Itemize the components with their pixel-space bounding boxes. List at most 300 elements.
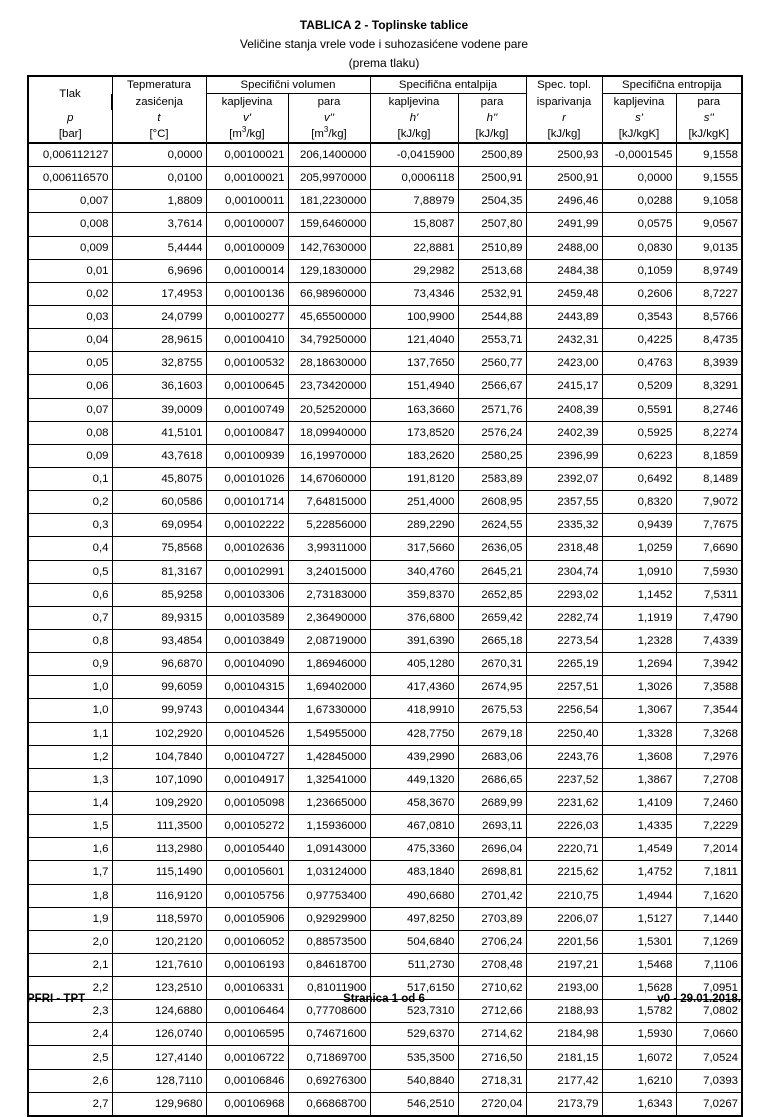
table-cell: 104,7840 bbox=[112, 745, 206, 768]
table-cell: 73,4346 bbox=[370, 282, 458, 305]
table-cell: 0,00100009 bbox=[206, 236, 288, 259]
symbol-v1: v' bbox=[206, 110, 288, 126]
table-row bbox=[28, 236, 742, 259]
table-cell: 2560,77 bbox=[458, 352, 526, 375]
symbol-p: p bbox=[28, 110, 112, 126]
table-cell: 439,2990 bbox=[370, 745, 458, 768]
table-cell: 0,006112127 bbox=[28, 143, 112, 167]
table-cell: 0,0000 bbox=[112, 143, 206, 167]
table-cell: 1,0 bbox=[28, 699, 112, 722]
table-cell: 2197,21 bbox=[526, 953, 602, 976]
table-cell: 173,8520 bbox=[370, 421, 458, 444]
table-cell: 497,8250 bbox=[370, 907, 458, 930]
table-cell: 0,00105601 bbox=[206, 861, 288, 884]
table-cell: 540,8840 bbox=[370, 1069, 458, 1092]
table-cell: 60,0586 bbox=[112, 491, 206, 514]
table-cell: 0,97753400 bbox=[288, 884, 370, 907]
footer-page-number: Stranica 1 od 6 bbox=[343, 993, 425, 1005]
table-cell: 0,9 bbox=[28, 653, 112, 676]
table-cell: 0,0288 bbox=[602, 190, 676, 213]
table-cell: 16,19970000 bbox=[288, 444, 370, 467]
table-cell: 2,08719000 bbox=[288, 629, 370, 652]
table-cell: 0,4225 bbox=[602, 329, 676, 352]
table-cell: 7,0660 bbox=[676, 1023, 742, 1046]
table-cell: 81,3167 bbox=[112, 560, 206, 583]
table-cell: 0,06 bbox=[28, 375, 112, 398]
unit-v2-prefix: [m bbox=[311, 128, 324, 140]
table-cell: 7,0802 bbox=[676, 1000, 742, 1023]
table-cell: 1,4335 bbox=[602, 815, 676, 838]
steam-table bbox=[27, 75, 743, 1117]
table-cell: 115,1490 bbox=[112, 861, 206, 884]
symbol-h2: h'' bbox=[458, 110, 526, 126]
table-row bbox=[28, 190, 742, 213]
unit-t: [°C] bbox=[112, 126, 206, 143]
table-cell: 9,0135 bbox=[676, 236, 742, 259]
table-cell: 2,5 bbox=[28, 1046, 112, 1069]
table-cell: 7,1811 bbox=[676, 861, 742, 884]
table-cell: 0,6492 bbox=[602, 467, 676, 490]
table-cell: 129,9680 bbox=[112, 1092, 206, 1116]
table-cell: 1,6072 bbox=[602, 1046, 676, 1069]
table-cell: 121,7610 bbox=[112, 953, 206, 976]
table-cell: 5,22856000 bbox=[288, 514, 370, 537]
table-cell: 0,00105906 bbox=[206, 907, 288, 930]
table-cell: 1,4752 bbox=[602, 861, 676, 884]
table-row bbox=[28, 305, 742, 328]
table-cell: 0,5 bbox=[28, 560, 112, 583]
table-cell: 0,5925 bbox=[602, 421, 676, 444]
table-cell: 2257,51 bbox=[526, 676, 602, 699]
table-cell: 1,5782 bbox=[602, 1000, 676, 1023]
symbol-r: r bbox=[526, 110, 602, 126]
table-cell: 8,1859 bbox=[676, 444, 742, 467]
table-cell: 2484,38 bbox=[526, 259, 602, 282]
table-cell: 1,3 bbox=[28, 768, 112, 791]
table-cell: 2670,31 bbox=[458, 653, 526, 676]
table-cell: 0,00102991 bbox=[206, 560, 288, 583]
table-cell: 0,00106968 bbox=[206, 1092, 288, 1116]
table-row bbox=[28, 629, 742, 652]
table-cell: 128,7110 bbox=[112, 1069, 206, 1092]
table-cell: 7,88979 bbox=[370, 190, 458, 213]
table-cell: 163,3660 bbox=[370, 398, 458, 421]
table-cell: 2237,52 bbox=[526, 768, 602, 791]
table-cell: 2488,00 bbox=[526, 236, 602, 259]
table-cell: 8,2274 bbox=[676, 421, 742, 444]
table-cell: 9,1555 bbox=[676, 167, 742, 190]
table-cell: 2293,02 bbox=[526, 583, 602, 606]
table-cell: 1,3067 bbox=[602, 699, 676, 722]
table-cell: 1,4549 bbox=[602, 838, 676, 861]
table-cell: 1,5 bbox=[28, 815, 112, 838]
table-cell: 0,00105756 bbox=[206, 884, 288, 907]
header-specificna-entropija: Specifična entropija bbox=[602, 76, 742, 94]
table-cell: 102,2920 bbox=[112, 722, 206, 745]
table-cell: 490,6680 bbox=[370, 884, 458, 907]
table-cell: 2576,24 bbox=[458, 421, 526, 444]
table-cell: 111,3500 bbox=[112, 815, 206, 838]
table-cell: 405,1280 bbox=[370, 653, 458, 676]
table-row bbox=[28, 398, 742, 421]
unit-s2: [kJ/kgK] bbox=[676, 126, 742, 143]
table-cell: 0,0575 bbox=[602, 213, 676, 236]
table-cell: 2335,32 bbox=[526, 514, 602, 537]
table-cell: 2206,07 bbox=[526, 907, 602, 930]
table-cell: -0,0001545 bbox=[602, 143, 676, 167]
table-cell: 0,00106193 bbox=[206, 953, 288, 976]
table-row bbox=[28, 699, 742, 722]
table-cell: 8,1489 bbox=[676, 467, 742, 490]
table-cell: 359,8370 bbox=[370, 583, 458, 606]
table-cell: 2718,31 bbox=[458, 1069, 526, 1092]
table-cell: 0,04 bbox=[28, 329, 112, 352]
subheader-entropija-para: para bbox=[676, 94, 742, 111]
table-cell: 0,00100939 bbox=[206, 444, 288, 467]
table-cell: 28,9615 bbox=[112, 329, 206, 352]
table-cell: 18,09940000 bbox=[288, 421, 370, 444]
table-cell: 0,00103849 bbox=[206, 629, 288, 652]
table-cell: 2220,71 bbox=[526, 838, 602, 861]
document-title bbox=[0, 16, 768, 73]
subheader-volumen-kapljevina: kapljevina bbox=[206, 94, 288, 111]
table-cell: 7,1620 bbox=[676, 884, 742, 907]
table-cell: 467,0810 bbox=[370, 815, 458, 838]
table-cell: 0,009 bbox=[28, 236, 112, 259]
table-cell: 1,5930 bbox=[602, 1023, 676, 1046]
table-cell: 0,00104917 bbox=[206, 768, 288, 791]
table-cell: 2173,79 bbox=[526, 1092, 602, 1116]
table-cell: 2181,15 bbox=[526, 1046, 602, 1069]
table-cell: 0,006116570 bbox=[28, 167, 112, 190]
table-cell: 1,2694 bbox=[602, 653, 676, 676]
table-cell: 0,00101714 bbox=[206, 491, 288, 514]
table-cell: 2392,07 bbox=[526, 467, 602, 490]
table-cell: 183,2620 bbox=[370, 444, 458, 467]
table-cell: 2408,39 bbox=[526, 398, 602, 421]
table-cell: 0,00102636 bbox=[206, 537, 288, 560]
table-row bbox=[28, 421, 742, 444]
table-cell: 113,2980 bbox=[112, 838, 206, 861]
table-cell: 191,8120 bbox=[370, 467, 458, 490]
table-cell: 0,00106846 bbox=[206, 1069, 288, 1092]
table-cell: 2,1 bbox=[28, 953, 112, 976]
table-cell: 1,7 bbox=[28, 861, 112, 884]
table-cell: 0,00106722 bbox=[206, 1046, 288, 1069]
table-subtitle-basis: (prema tlaku) bbox=[348, 56, 420, 70]
table-cell: 7,3588 bbox=[676, 676, 742, 699]
table-cell: 523,7310 bbox=[370, 1000, 458, 1023]
table-cell: 483,1840 bbox=[370, 861, 458, 884]
table-cell: 0,00100021 bbox=[206, 143, 288, 167]
table-cell: 7,64815000 bbox=[288, 491, 370, 514]
table-cell: 2710,62 bbox=[458, 977, 526, 1000]
table-cell: 2500,91 bbox=[458, 167, 526, 190]
table-cell: 0,00100007 bbox=[206, 213, 288, 236]
table-row bbox=[28, 722, 742, 745]
table-cell: 39,0009 bbox=[112, 398, 206, 421]
subheader-entalpija-para: para bbox=[458, 94, 526, 111]
table-cell: 2689,99 bbox=[458, 791, 526, 814]
table-cell: 2510,89 bbox=[458, 236, 526, 259]
table-cell: 127,4140 bbox=[112, 1046, 206, 1069]
table-cell: 69,0954 bbox=[112, 514, 206, 537]
table-cell: 2693,11 bbox=[458, 815, 526, 838]
table-cell: 1,3328 bbox=[602, 722, 676, 745]
table-row bbox=[28, 768, 742, 791]
table-cell: 2674,95 bbox=[458, 676, 526, 699]
table-row bbox=[28, 329, 742, 352]
table-cell: 1,03124000 bbox=[288, 861, 370, 884]
table-cell: 0,6223 bbox=[602, 444, 676, 467]
table-cell: 29,2982 bbox=[370, 259, 458, 282]
table-cell: 89,9315 bbox=[112, 606, 206, 629]
table-cell: 2304,74 bbox=[526, 560, 602, 583]
table-cell: 2318,48 bbox=[526, 537, 602, 560]
table-cell: 0,66868700 bbox=[288, 1092, 370, 1116]
table-cell: 1,15936000 bbox=[288, 815, 370, 838]
table-cell: 7,2229 bbox=[676, 815, 742, 838]
symbol-s2: s'' bbox=[676, 110, 742, 126]
table-cell: 109,2920 bbox=[112, 791, 206, 814]
table-cell: 0,00103306 bbox=[206, 583, 288, 606]
table-cell: 8,3939 bbox=[676, 352, 742, 375]
table-cell: 7,4790 bbox=[676, 606, 742, 629]
table-cell: 0,00100749 bbox=[206, 398, 288, 421]
table-cell: 0,00100021 bbox=[206, 167, 288, 190]
table-cell: 289,2290 bbox=[370, 514, 458, 537]
table-cell: 2396,99 bbox=[526, 444, 602, 467]
table-cell: 0,1059 bbox=[602, 259, 676, 282]
table-row bbox=[28, 167, 742, 190]
table-cell: 159,6460000 bbox=[288, 213, 370, 236]
table-cell: 546,2510 bbox=[370, 1092, 458, 1116]
table-cell: 14,67060000 bbox=[288, 467, 370, 490]
table-cell: 15,8087 bbox=[370, 213, 458, 236]
table-row bbox=[28, 953, 742, 976]
table-row bbox=[28, 1092, 742, 1116]
table-cell: 0,88573500 bbox=[288, 930, 370, 953]
table-cell: 8,2746 bbox=[676, 398, 742, 421]
table-cell: 129,1830000 bbox=[288, 259, 370, 282]
table-cell: 2583,89 bbox=[458, 467, 526, 490]
table-cell: 2679,18 bbox=[458, 722, 526, 745]
table-cell: 96,6870 bbox=[112, 653, 206, 676]
table-cell: 1,5628 bbox=[602, 977, 676, 1000]
table-cell: 107,1090 bbox=[112, 768, 206, 791]
table-cell: 2571,76 bbox=[458, 398, 526, 421]
table-cell: 2553,71 bbox=[458, 329, 526, 352]
table-cell: 124,6880 bbox=[112, 1000, 206, 1023]
table-cell: 511,2730 bbox=[370, 953, 458, 976]
table-cell: 0,07 bbox=[28, 398, 112, 421]
table-cell: 0,74671600 bbox=[288, 1023, 370, 1046]
table-cell: 0,007 bbox=[28, 190, 112, 213]
table-cell: 0,0830 bbox=[602, 236, 676, 259]
table-cell: 0,02 bbox=[28, 282, 112, 305]
table-cell: 317,5660 bbox=[370, 537, 458, 560]
table-cell: 7,9072 bbox=[676, 491, 742, 514]
table-cell: 3,99311000 bbox=[288, 537, 370, 560]
table-cell: 0,8320 bbox=[602, 491, 676, 514]
table-cell: 8,7227 bbox=[676, 282, 742, 305]
table-cell: 75,8568 bbox=[112, 537, 206, 560]
table-cell: 2659,42 bbox=[458, 606, 526, 629]
table-cell: 0,008 bbox=[28, 213, 112, 236]
table-cell: 0,00106464 bbox=[206, 1000, 288, 1023]
table-cell: 8,9749 bbox=[676, 259, 742, 282]
table-cell: 0,00104344 bbox=[206, 699, 288, 722]
table-cell: 2645,21 bbox=[458, 560, 526, 583]
table-cell: 2,4 bbox=[28, 1023, 112, 1046]
table-row bbox=[28, 514, 742, 537]
table-cell: 7,3544 bbox=[676, 699, 742, 722]
table-cell: 2608,95 bbox=[458, 491, 526, 514]
table-cell: 28,18630000 bbox=[288, 352, 370, 375]
table-row bbox=[28, 907, 742, 930]
table-cell: 2243,76 bbox=[526, 745, 602, 768]
table-cell: 2282,74 bbox=[526, 606, 602, 629]
table-cell: 1,5468 bbox=[602, 953, 676, 976]
table-cell: 2720,04 bbox=[458, 1092, 526, 1116]
table-cell: 9,1558 bbox=[676, 143, 742, 167]
table-cell: 9,0567 bbox=[676, 213, 742, 236]
table-cell: 504,6840 bbox=[370, 930, 458, 953]
table-body bbox=[28, 143, 742, 1116]
table-cell: 0,3543 bbox=[602, 305, 676, 328]
table-cell: 0,09 bbox=[28, 444, 112, 467]
table-cell: 0,00100014 bbox=[206, 259, 288, 282]
table-cell: 0,00100410 bbox=[206, 329, 288, 352]
table-cell: 2701,42 bbox=[458, 884, 526, 907]
table-cell: 0,00105272 bbox=[206, 815, 288, 838]
table-cell: 45,8075 bbox=[112, 467, 206, 490]
table-row bbox=[28, 815, 742, 838]
table-row bbox=[28, 1023, 742, 1046]
table-cell: 22,8881 bbox=[370, 236, 458, 259]
unit-v2-exponent: 3 bbox=[323, 126, 329, 135]
table-cell: 2,7 bbox=[28, 1092, 112, 1116]
table-cell: 24,0799 bbox=[112, 305, 206, 328]
table-cell: 7,0393 bbox=[676, 1069, 742, 1092]
table-cell: 6,9696 bbox=[112, 259, 206, 282]
subheader-volumen-para: para bbox=[288, 94, 370, 111]
table-cell: 0,2 bbox=[28, 491, 112, 514]
table-cell: 2,2 bbox=[28, 977, 112, 1000]
table-cell: 2,73183000 bbox=[288, 583, 370, 606]
table-cell: 0,00106595 bbox=[206, 1023, 288, 1046]
table-cell: 137,7650 bbox=[370, 352, 458, 375]
table-cell: 2696,04 bbox=[458, 838, 526, 861]
table-cell: 23,73420000 bbox=[288, 375, 370, 398]
table-cell: 2423,00 bbox=[526, 352, 602, 375]
table-cell: 8,4735 bbox=[676, 329, 742, 352]
table-cell: 2,3 bbox=[28, 1000, 112, 1023]
table-cell: 0,5591 bbox=[602, 398, 676, 421]
table-cell: 418,9910 bbox=[370, 699, 458, 722]
table-row bbox=[28, 653, 742, 676]
table-cell: 1,86946000 bbox=[288, 653, 370, 676]
table-cell: 7,6690 bbox=[676, 537, 742, 560]
table-cell: 8,5766 bbox=[676, 305, 742, 328]
table-cell: 0,03 bbox=[28, 305, 112, 328]
table-row bbox=[28, 583, 742, 606]
table-row bbox=[28, 745, 742, 768]
table-cell: 85,9258 bbox=[112, 583, 206, 606]
table-cell: 2716,50 bbox=[458, 1046, 526, 1069]
table-cell: 376,6800 bbox=[370, 606, 458, 629]
unit-v1-suffix: /kg] bbox=[246, 128, 265, 140]
table-cell: 5,4444 bbox=[112, 236, 206, 259]
table-cell: 1,3608 bbox=[602, 745, 676, 768]
table-cell: 1,6 bbox=[28, 838, 112, 861]
table-title: TABLICA 2 - Toplinske tablice bbox=[299, 18, 469, 32]
table-cell: 1,3026 bbox=[602, 676, 676, 699]
table-cell: 123,2510 bbox=[112, 977, 206, 1000]
table-cell: 2,6 bbox=[28, 1069, 112, 1092]
table-cell: 0,00100136 bbox=[206, 282, 288, 305]
unit-v2 bbox=[288, 126, 370, 143]
table-cell: 417,4360 bbox=[370, 676, 458, 699]
table-cell: 32,8755 bbox=[112, 352, 206, 375]
table-cell: 2459,48 bbox=[526, 282, 602, 305]
symbol-v2: v'' bbox=[288, 110, 370, 126]
table-cell: 2712,66 bbox=[458, 1000, 526, 1023]
unit-r: [kJ/kg] bbox=[526, 126, 602, 143]
table-cell: 118,5970 bbox=[112, 907, 206, 930]
table-cell: 181,2230000 bbox=[288, 190, 370, 213]
table-cell: 0,00100011 bbox=[206, 190, 288, 213]
table-row bbox=[28, 930, 742, 953]
table-cell: 2624,55 bbox=[458, 514, 526, 537]
table-cell: 2500,89 bbox=[458, 143, 526, 167]
table-cell: 1,32541000 bbox=[288, 768, 370, 791]
table-cell: 7,2460 bbox=[676, 791, 742, 814]
table-cell: 1,4944 bbox=[602, 884, 676, 907]
table-cell: 0,00101026 bbox=[206, 467, 288, 490]
table-cell: 0,6 bbox=[28, 583, 112, 606]
table-row bbox=[28, 259, 742, 282]
table-cell: 142,7630000 bbox=[288, 236, 370, 259]
table-cell: 251,4000 bbox=[370, 491, 458, 514]
table-cell: 2250,40 bbox=[526, 722, 602, 745]
table-cell: 3,24015000 bbox=[288, 560, 370, 583]
table-cell: 0,00106052 bbox=[206, 930, 288, 953]
table-cell: 66,98960000 bbox=[288, 282, 370, 305]
table-cell: 2507,80 bbox=[458, 213, 526, 236]
table-cell: 2,0 bbox=[28, 930, 112, 953]
table-cell: 2177,42 bbox=[526, 1069, 602, 1092]
subheader-entropija-kapljevina: kapljevina bbox=[602, 94, 676, 111]
table-cell: 2683,06 bbox=[458, 745, 526, 768]
table-row bbox=[28, 838, 742, 861]
unit-h2: [kJ/kg] bbox=[458, 126, 526, 143]
table-row bbox=[28, 282, 742, 305]
table-cell: 2580,25 bbox=[458, 444, 526, 467]
table-cell: 7,1269 bbox=[676, 930, 742, 953]
table-cell: 2402,39 bbox=[526, 421, 602, 444]
table-cell: 36,1603 bbox=[112, 375, 206, 398]
table-cell: 0,00106331 bbox=[206, 977, 288, 1000]
table-cell: 0,0006118 bbox=[370, 167, 458, 190]
table-cell: 1,23665000 bbox=[288, 791, 370, 814]
symbol-h1: h' bbox=[370, 110, 458, 126]
table-cell: 3,7614 bbox=[112, 213, 206, 236]
table-cell: 0,00104526 bbox=[206, 722, 288, 745]
table-cell: 0,00100645 bbox=[206, 375, 288, 398]
table-cell: 0,5209 bbox=[602, 375, 676, 398]
table-cell: 34,79250000 bbox=[288, 329, 370, 352]
